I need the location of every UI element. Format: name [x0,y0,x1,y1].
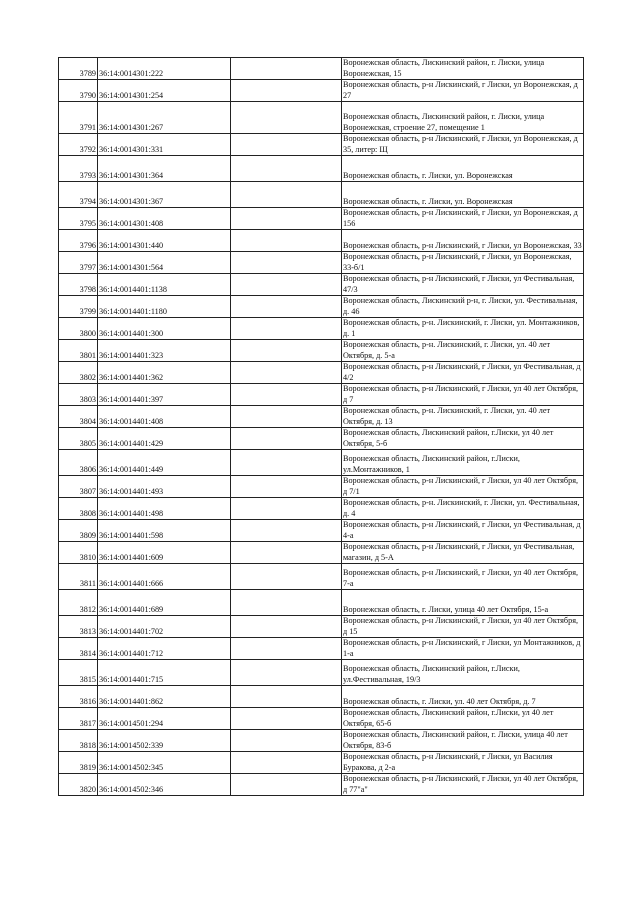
cadastral-number-cell: 36:14:0014301:254 [98,80,231,102]
address-cell: Воронежская область, р-н Лискинский, г Лиски, ул Фестивальная, д 4-а [342,520,584,542]
address-cell: Воронежская область, г. Лиски, ул. Воронежская [342,156,584,182]
empty-cell [231,638,342,660]
empty-cell [231,590,342,616]
table-row [59,450,584,476]
cadastral-number-cell: 36:14:0014401:1138 [98,274,231,296]
table-row [59,730,584,752]
row-number-cell: 3807 [59,476,98,498]
empty-cell [231,182,342,208]
table-row [59,542,584,564]
table-row [59,58,584,80]
row-number-cell: 3816 [59,686,98,708]
table-row [59,208,584,230]
address-cell: Воронежская область, р-н Лискинский, г Лиски, ул Фестивальная, магазин, д 5-А [342,542,584,564]
row-number-cell: 3815 [59,660,98,686]
table-row [59,156,584,182]
table-row [59,564,584,590]
cadastral-number-cell: 36:14:0014401:429 [98,428,231,450]
cadastral-number-cell: 36:14:0014401:609 [98,542,231,564]
cadastral-number-cell: 36:14:0014301:222 [98,58,231,80]
row-number-cell: 3804 [59,406,98,428]
address-cell: Воронежская область, Лискинский район, г.Лиски, ул.Фестивальная, 19/3 [342,660,584,686]
row-number-cell: 3813 [59,616,98,638]
empty-cell [231,616,342,638]
cadastral-number-cell: 36:14:0014502:345 [98,752,231,774]
table-row [59,774,584,796]
cadastral-number-cell: 36:14:0014502:346 [98,774,231,796]
table-row [59,134,584,156]
empty-cell [231,520,342,542]
address-cell: Воронежская область, р-н Лискинский, г Лиски, ул 40 лет Октября, д 7/1 [342,476,584,498]
row-number-cell: 3802 [59,362,98,384]
table-row [59,406,584,428]
cadastral-number-cell: 36:14:0014401:702 [98,616,231,638]
row-number-cell: 3795 [59,208,98,230]
empty-cell [231,564,342,590]
row-number-cell: 3819 [59,752,98,774]
row-number-cell: 3820 [59,774,98,796]
cadastral-number-cell: 36:14:0014401:712 [98,638,231,660]
address-cell: Воронежская область, р-н Лискинский, г Лиски, ул 40 лет Октября, 7-а [342,564,584,590]
address-cell: Воронежская область, р-н Лискинский, г Лиски, ул Воронежская, 33-б/1 [342,252,584,274]
address-cell: Воронежская область, р-н. Лискинский, г. Лиски, ул. Фестивальная, д. 4 [342,498,584,520]
row-number-cell: 3817 [59,708,98,730]
cadastral-number-cell: 36:14:0014401:498 [98,498,231,520]
table-row [59,686,584,708]
address-cell: Воронежская область, Лискинский р-н, г. Лиски, ул. Фестивальная, д. 46 [342,296,584,318]
row-number-cell: 3790 [59,80,98,102]
table-row [59,296,584,318]
empty-cell [231,708,342,730]
row-number-cell: 3796 [59,230,98,252]
cadastral-number-cell: 36:14:0014501:294 [98,708,231,730]
cadastral-number-cell: 36:14:0014301:267 [98,102,231,134]
cadastral-number-cell: 36:14:0014401:1180 [98,296,231,318]
empty-cell [231,498,342,520]
row-number-cell: 3793 [59,156,98,182]
empty-cell [231,80,342,102]
empty-cell [231,102,342,134]
cadastral-number-cell: 36:14:0014301:564 [98,252,231,274]
row-number-cell: 3814 [59,638,98,660]
address-cell: Воронежская область, р-н Лискинский, г Лиски, ул Воронежская, д 156 [342,208,584,230]
empty-cell [231,208,342,230]
address-cell: Воронежская область, Лискинский район, г.Лиски, ул.Монтажников, 1 [342,450,584,476]
cadastral-number-cell: 36:14:0014401:598 [98,520,231,542]
address-cell: Воронежская область, Лискинский район, г.Лиски, ул 40 лет Октября, 5-б [342,428,584,450]
cadastral-number-cell: 36:14:0014301:440 [98,230,231,252]
row-number-cell: 3809 [59,520,98,542]
row-number-cell: 3806 [59,450,98,476]
empty-cell [231,752,342,774]
table-row [59,752,584,774]
empty-cell [231,774,342,796]
row-number-cell: 3792 [59,134,98,156]
row-number-cell: 3812 [59,590,98,616]
table-row [59,252,584,274]
cadastral-number-cell: 36:14:0014401:323 [98,340,231,362]
cadastral-number-cell: 36:14:0014401:862 [98,686,231,708]
cadastral-number-cell: 36:14:0014301:408 [98,208,231,230]
empty-cell [231,384,342,406]
address-cell: Воронежская область, р-н. Лискинский, г. Лиски, ул. 40 лет Октября, д. 13 [342,406,584,428]
address-cell: Воронежская область, р-н Лискинский, г Лиски, ул Фестивальная, д 4/2 [342,362,584,384]
address-cell: Воронежская область, р-н Лискинский, г Лиски, ул 40 лет Октября, д 7 [342,384,584,406]
cadastral-number-cell: 36:14:0014401:449 [98,450,231,476]
table-row [59,274,584,296]
address-cell: Воронежская область, г. Лиски, ул. 40 лет Октября, д. 7 [342,686,584,708]
cadastral-number-cell: 36:14:0014401:715 [98,660,231,686]
table-row [59,428,584,450]
address-cell: Воронежская область, р-н Лискинский, г Лиски, ул Воронежская, д 35, литер: Щ [342,134,584,156]
cadastral-number-cell: 36:14:0014401:362 [98,362,231,384]
table-row [59,708,584,730]
empty-cell [231,406,342,428]
address-cell: Воронежская область, г. Лиски, улица 40 лет Октября, 15-а [342,590,584,616]
table-row [59,616,584,638]
address-cell: Воронежская область, р-н Лискинский, г Лиски, ул Василия Буракова, д 2-а [342,752,584,774]
address-cell: Воронежская область, р-н Лискинский, г Лиски, ул Фестивальная, 47/3 [342,274,584,296]
table-row [59,384,584,406]
row-number-cell: 3789 [59,58,98,80]
row-number-cell: 3803 [59,384,98,406]
address-cell: Воронежская область, Лискинский район, г. Лиски, улица Воронежская, 15 [342,58,584,80]
address-cell: Воронежская область, Лискинский район, г. Лиски, улица Воронежская, строение 27, помещение 1 [342,102,584,134]
table-row [59,182,584,208]
empty-cell [231,274,342,296]
table-row [59,638,584,660]
empty-cell [231,730,342,752]
empty-cell [231,230,342,252]
table-row [59,498,584,520]
table-row [59,80,584,102]
registry-table-body [59,58,584,796]
empty-cell [231,362,342,384]
table-row [59,102,584,134]
row-number-cell: 3810 [59,542,98,564]
row-number-cell: 3800 [59,318,98,340]
address-cell: Воронежская область, р-н Лискинский, г Лиски, ул Монтажников, д 1-а [342,638,584,660]
address-cell: Воронежская область, р-н Лискинский, г Лиски, ул 40 лет Октября, д 77"а" [342,774,584,796]
empty-cell [231,340,342,362]
address-cell: Воронежская область, Лискинский район, г.Лиски, ул 40 лет Октября, 65-б [342,708,584,730]
empty-cell [231,428,342,450]
empty-cell [231,318,342,340]
address-cell: Воронежская область, р-н. Лискинский, г. Лиски, ул. Монтажников, д. 1 [342,318,584,340]
cadastral-number-cell: 36:14:0014401:493 [98,476,231,498]
empty-cell [231,686,342,708]
empty-cell [231,58,342,80]
row-number-cell: 3799 [59,296,98,318]
address-cell: Воронежская область, г. Лиски, ул. Воронежская [342,182,584,208]
row-number-cell: 3811 [59,564,98,590]
address-cell: Воронежская область, Лискинский район, г. Лиски, улица 40 лет Октября, 83-б [342,730,584,752]
table-row [59,660,584,686]
row-number-cell: 3818 [59,730,98,752]
table-row [59,476,584,498]
address-cell: Воронежская область, р-н Лискинский, г Лиски, ул Воронежская, д 27 [342,80,584,102]
empty-cell [231,296,342,318]
table-row [59,362,584,384]
empty-cell [231,476,342,498]
cadastral-number-cell: 36:14:0014301:364 [98,156,231,182]
empty-cell [231,542,342,564]
row-number-cell: 3791 [59,102,98,134]
empty-cell [231,252,342,274]
empty-cell [231,660,342,686]
empty-cell [231,134,342,156]
cadastral-number-cell: 36:14:0014401:397 [98,384,231,406]
cadastral-number-cell: 36:14:0014401:666 [98,564,231,590]
empty-cell [231,156,342,182]
row-number-cell: 3794 [59,182,98,208]
table-row [59,340,584,362]
cadastral-number-cell: 36:14:0014401:300 [98,318,231,340]
address-cell: Воронежская область, р-н Лискинский, г Лиски, ул Воронежская, 33 [342,230,584,252]
row-number-cell: 3801 [59,340,98,362]
row-number-cell: 3798 [59,274,98,296]
table-row [59,590,584,616]
empty-cell [231,450,342,476]
cadastral-number-cell: 36:14:0014401:689 [98,590,231,616]
cadastral-number-cell: 36:14:0014502:339 [98,730,231,752]
table-row [59,230,584,252]
registry-table [58,57,584,796]
table-row [59,520,584,542]
address-cell: Воронежская область, р-н Лискинский, г Лиски, ул 40 лет Октября, д 15 [342,616,584,638]
cadastral-number-cell: 36:14:0014301:367 [98,182,231,208]
table-row [59,318,584,340]
cadastral-number-cell: 36:14:0014401:408 [98,406,231,428]
address-cell: Воронежская область, р-н. Лискинский, г. Лиски, ул. 40 лет Октября, д. 5-а [342,340,584,362]
row-number-cell: 3797 [59,252,98,274]
cadastral-number-cell: 36:14:0014301:331 [98,134,231,156]
row-number-cell: 3808 [59,498,98,520]
row-number-cell: 3805 [59,428,98,450]
